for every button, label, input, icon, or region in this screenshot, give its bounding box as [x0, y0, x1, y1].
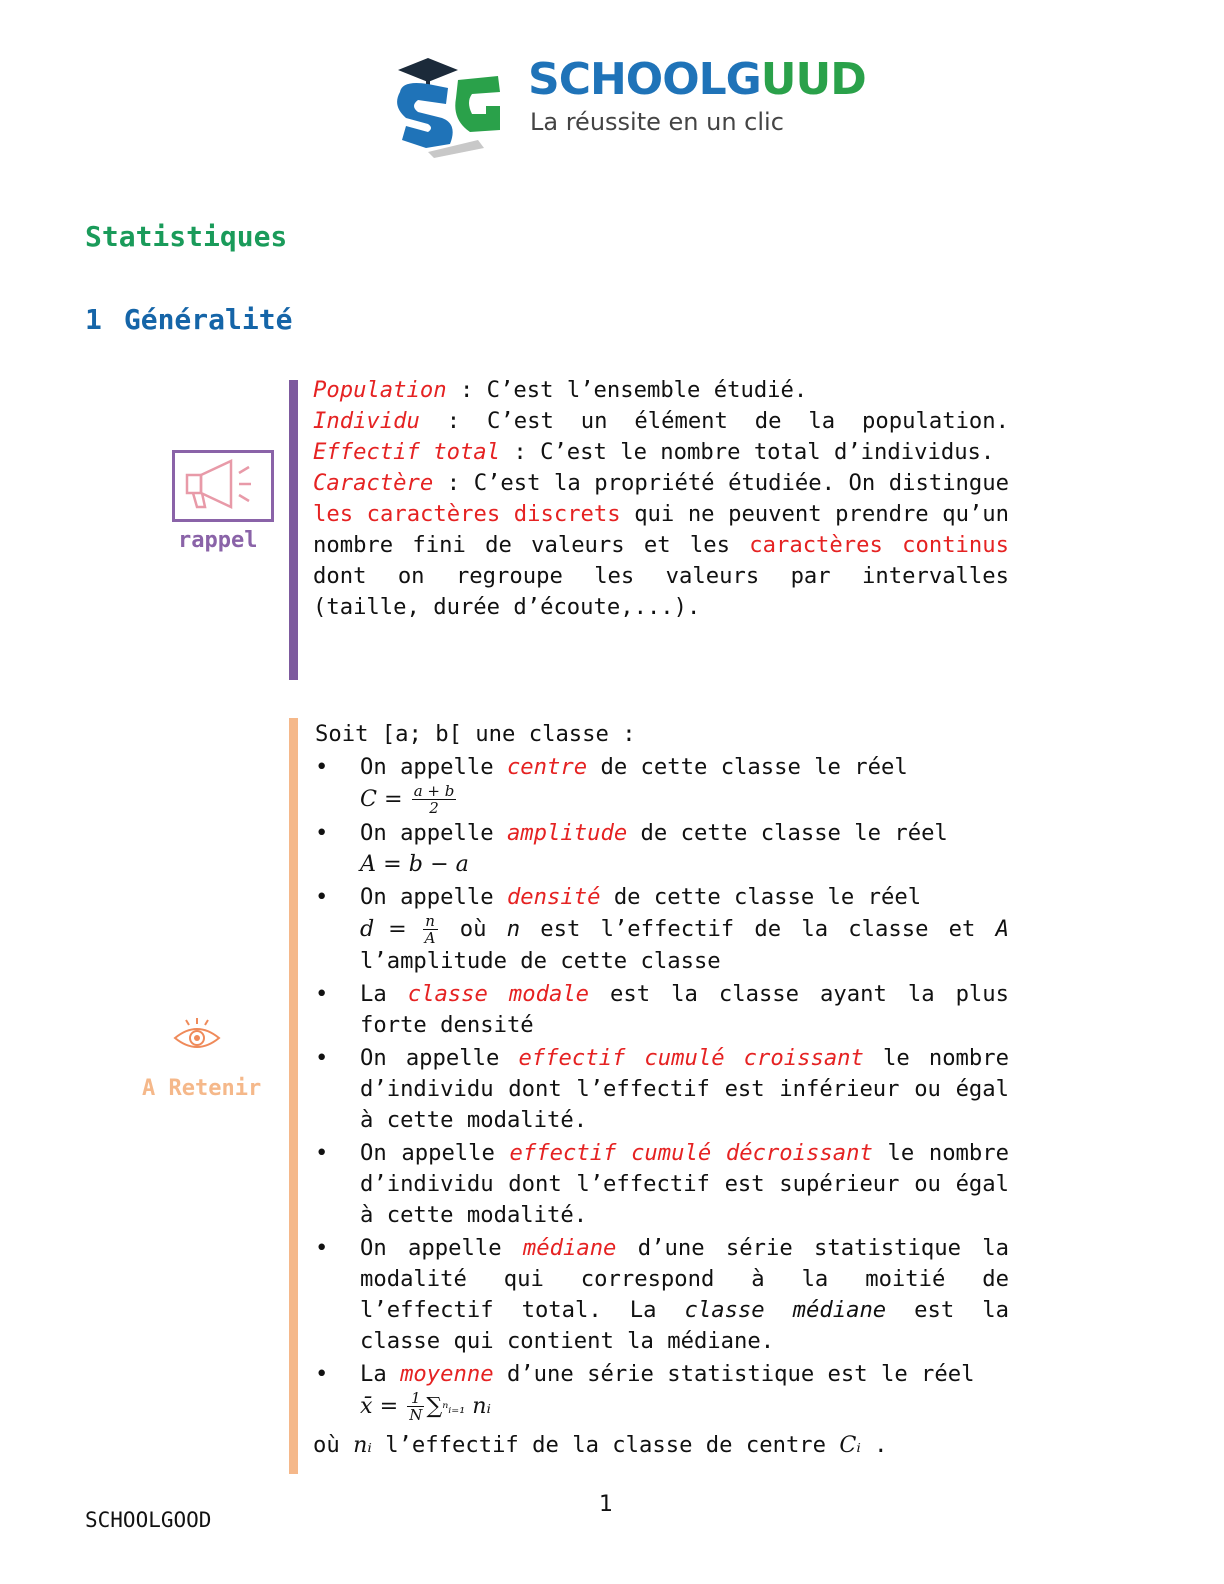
list-item: • On appelle médiane d’une série statistique la modalité qui correspond à la moitié de l’effectif total. La classe médiane est la classe qui contient la médiane. [315, 1235, 1009, 1354]
page-number: 1 [599, 1492, 613, 1517]
list-item: • On appelle centre de cette classe le réel C = $\frac{a + b}{2}$ [315, 754, 908, 817]
list-item: • On appelle amplitude de cette classe le réel A = b − a [315, 820, 948, 877]
definition-individu: Individu : C’est un élément de la population. [313, 408, 1009, 434]
retenir-label: A Retenir [142, 1076, 262, 1101]
retenir-content [313, 719, 1009, 1461]
rappel-label: rappel [178, 528, 258, 553]
definition-caractere: Caractère : C’est la propriété étudiée. On distingue les caractères discrets qui ne peuvent prendre qu’un nombre fini de valeurs et les caractères continus dont on regroupe les valeurs par intervalles (taille, durée d’écoute,...). [313, 470, 1010, 620]
list-item: • On appelle effectif cumulé décroissant le nombre d’individu dont l’effectif est supérieur ou égal à cette modalité. [315, 1140, 1009, 1228]
page-title: Statistiques [85, 220, 288, 253]
retenir-bar [289, 718, 298, 1474]
definition-effectif-total: Effectif total : C’est le nombre total d’individus. [313, 439, 995, 465]
brand-name: SCHOOLGUUD [528, 54, 866, 105]
retenir-outro: où nᵢ l’effectif de la classe de centre Cᵢ . [313, 1432, 888, 1458]
section-heading: 1 Généralité [85, 303, 293, 336]
rappel-bar [289, 380, 298, 680]
schoolgood-logo [388, 40, 866, 160]
list-item: • La classe modale est la classe ayant la plus forte densité [315, 981, 1009, 1038]
list-item: • On appelle effectif cumulé croissant le nombre d’individu dont l’effectif est inférieur ou égal à cette modalité. [315, 1045, 1009, 1133]
list-item: • On appelle densité de cette classe le réel d = $\frac{n}{A}$ où n est l’effectif de la classe et A l’amplitude de cette classe [315, 884, 1009, 974]
megaphone-icon [172, 450, 274, 522]
tagline: La réussite en un clic [530, 108, 784, 136]
retenir-intro: Soit [a; b[ une classe : [315, 721, 636, 747]
definition-population: Population : C’est l’ensemble étudié. [313, 377, 808, 403]
footer-brand: SCHOOLGOOD [85, 1508, 212, 1532]
eye-icon [172, 1016, 222, 1060]
list-item: • La moyenne d’une série statistique est le réel x̄ = $\frac{1}{N}$ ∑ⁿᵢ₌₁ nᵢ [315, 1361, 975, 1424]
graduation-cap-icon [388, 40, 523, 160]
retenir-list [313, 752, 1009, 1424]
rappel-content [313, 375, 1009, 623]
